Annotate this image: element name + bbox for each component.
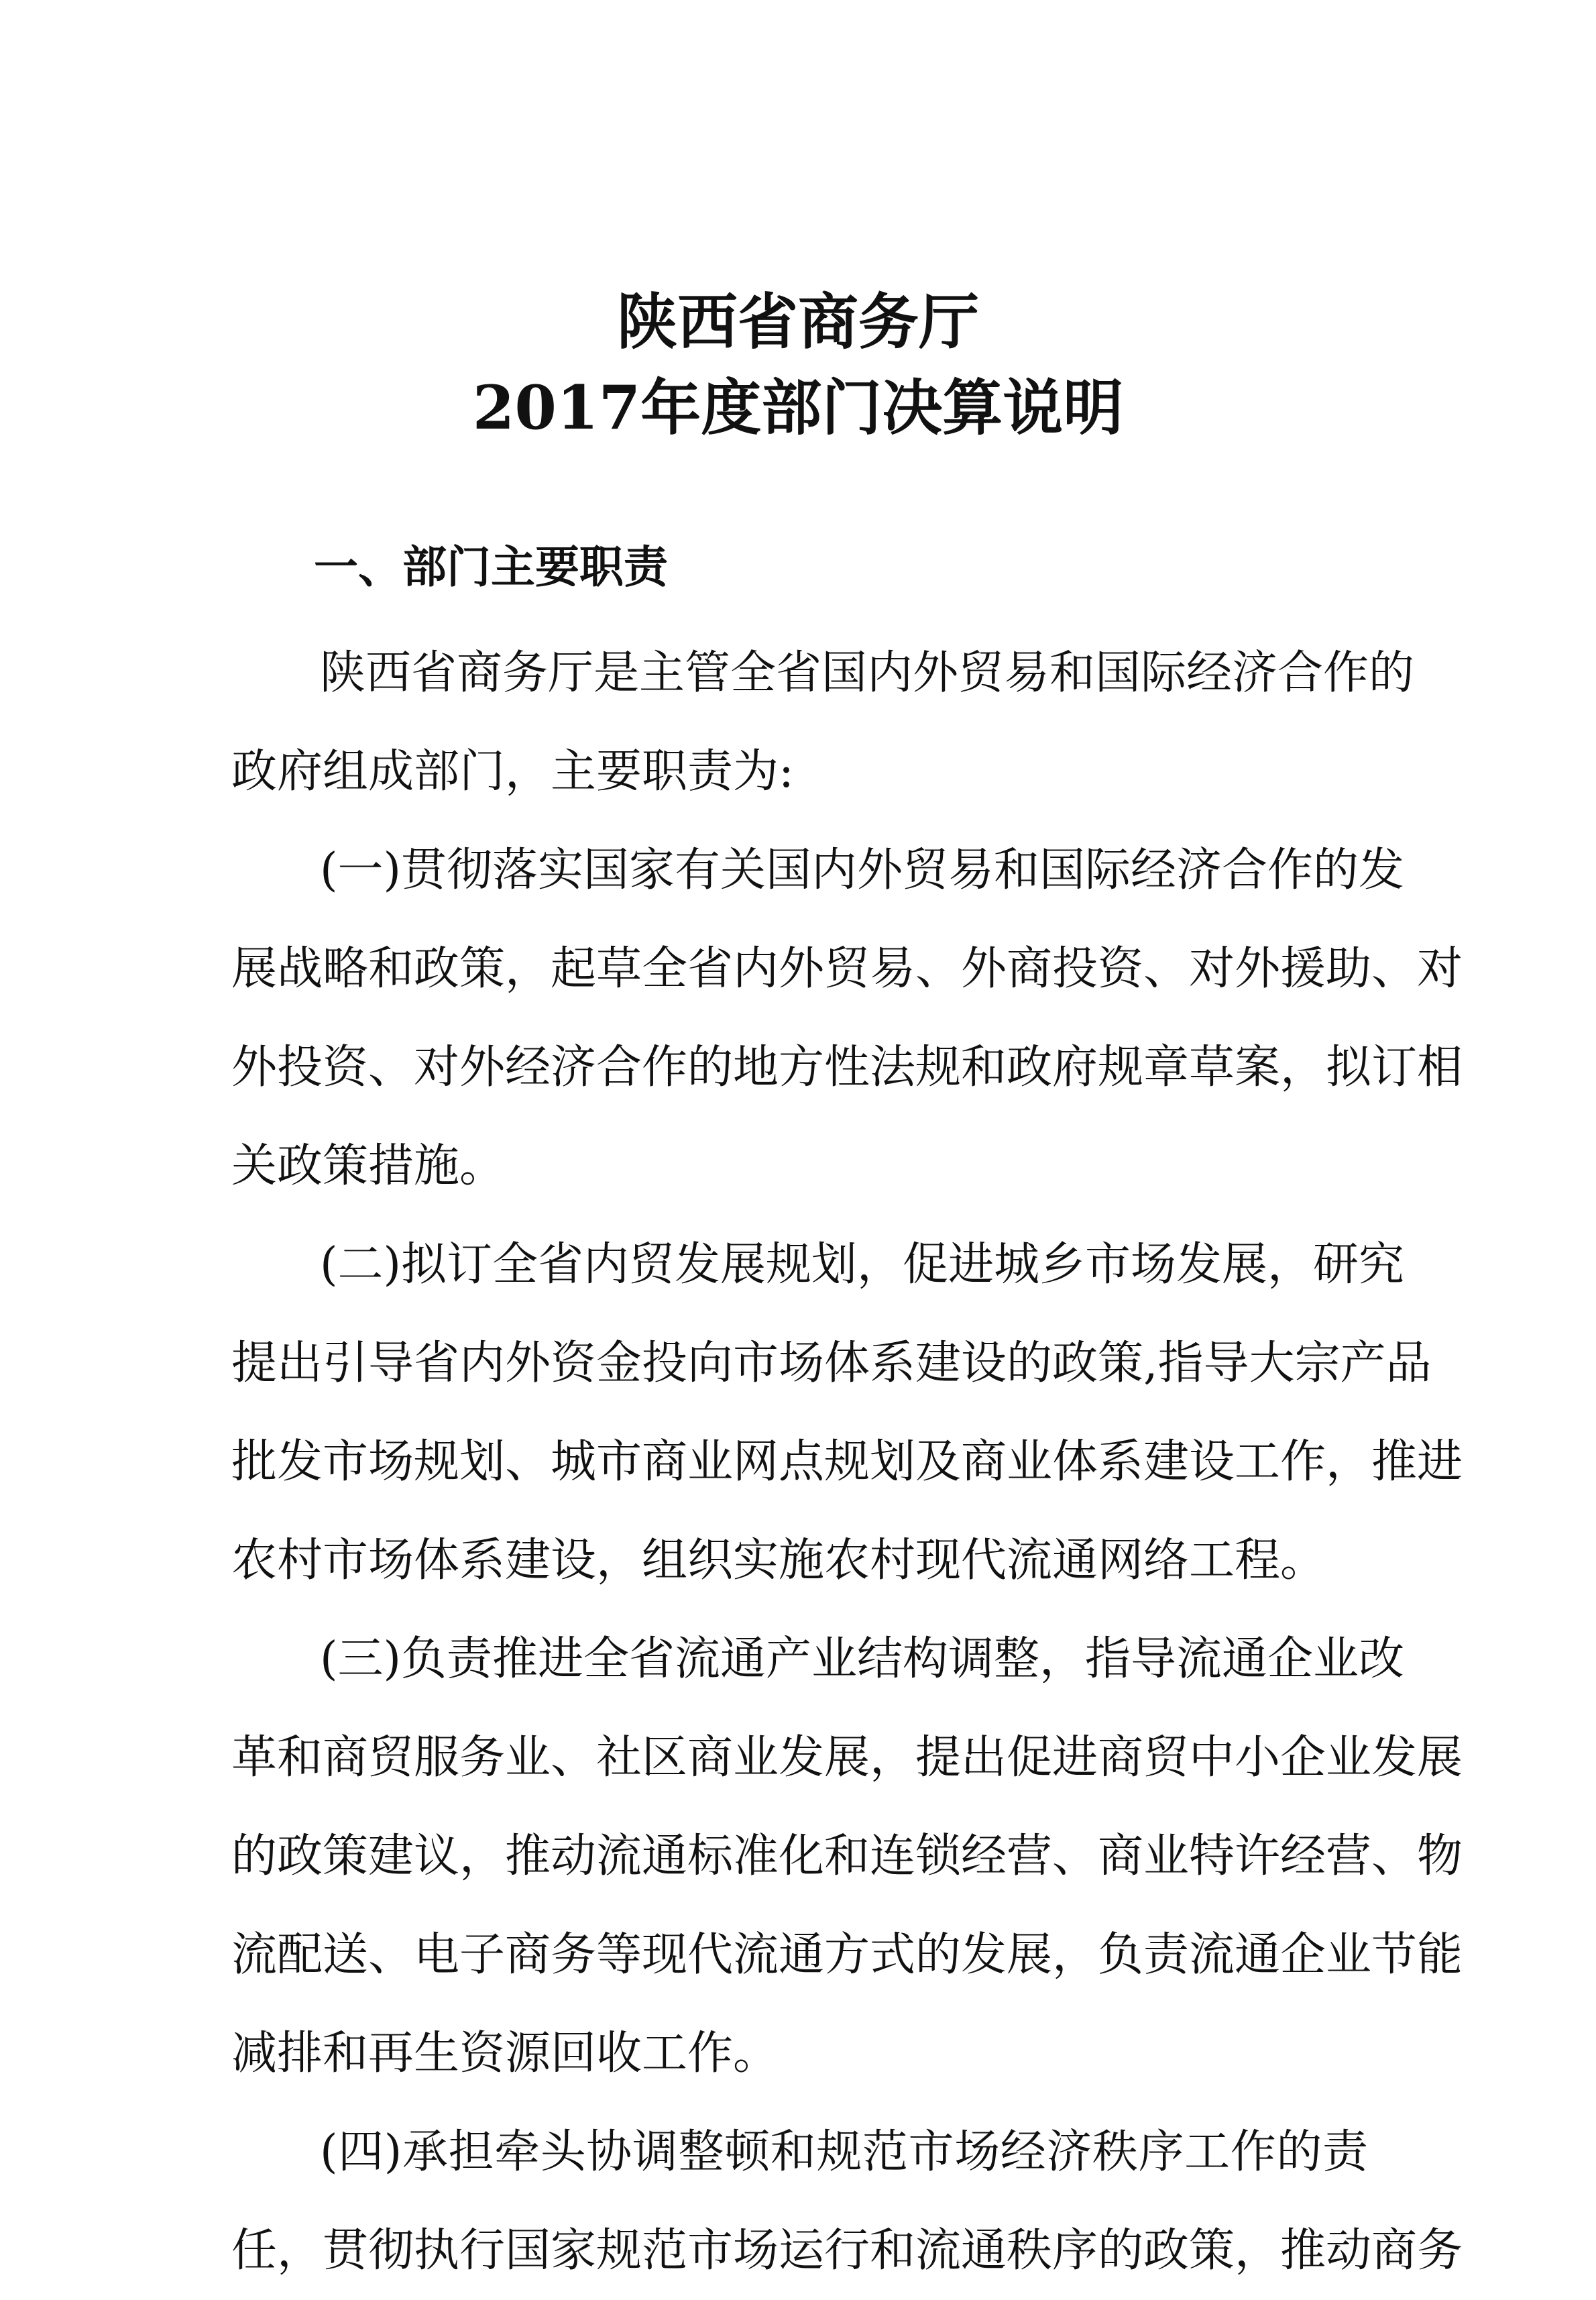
document-subtitle: 2017年度部门决算说明 (472, 372, 1124, 443)
paragraph-duty-2-line-4: 农村市场体系建设，组织实施农村现代流通网络工程。 (231, 1534, 1326, 1587)
section-heading-main-duties: 一、部门主要职责 (314, 541, 668, 593)
paragraph-duty-2-line-1: (二)拟订全省内贸发展规划，促进城乡市场发展，研究 (320, 1238, 1405, 1291)
paragraph-duty-1-line-1: (一)贯彻落实国家有关国内外贸易和国际经济合作的发 (320, 844, 1405, 897)
paragraph-duty-3-line-2: 革和商贸服务业、社区商业发展，提出促进商贸中小企业发展 (231, 1731, 1463, 1784)
paragraph-duty-4-line-1: (四)承担牵头协调整顿和规范市场经济秩序工作的责 (320, 2126, 1368, 2179)
paragraph-duty-1-line-2: 展战略和政策，起草全省内外贸易、外商投资、对外援助、对 (231, 942, 1463, 995)
paragraph-duty-3-line-5: 减排和再生资源回收工作。 (231, 2027, 779, 2080)
paragraph-duty-3-line-4: 流配送、电子商务等现代流通方式的发展，负责流通企业节能 (231, 1928, 1463, 1981)
paragraph-duty-4-line-2: 任，贯彻执行国家规范市场运行和流通秩序的政策，推动商务 (231, 2224, 1463, 2277)
paragraph-duty-2-line-2: 提出引导省内外资金投向市场体系建设的政策,指导大宗产品 (231, 1337, 1432, 1390)
paragraph-intro-line-1: 陕西省商务厅是主管全省国内外贸易和国际经济合作的 (320, 647, 1415, 700)
paragraph-duty-2-line-3: 批发市场规划、城市商业网点规划及商业体系建设工作，推进 (231, 1435, 1463, 1488)
document-title: 陕西省商务厅 (617, 286, 979, 358)
paragraph-duty-1-line-3: 外投资、对外经济合作的地方性法规和政府规章草案，拟订相 (231, 1041, 1463, 1094)
paragraph-intro-line-2: 政府组成部门，主要职责为: (231, 745, 794, 798)
paragraph-duty-1-line-4: 关政策措施。 (231, 1140, 506, 1193)
paragraph-duty-3-line-3: 的政策建议，推动流通标准化和连锁经营、商业特许经营、物 (231, 1830, 1463, 1883)
paragraph-duty-3-line-1: (三)负责推进全省流通产业结构调整，指导流通企业改 (320, 1633, 1405, 1686)
